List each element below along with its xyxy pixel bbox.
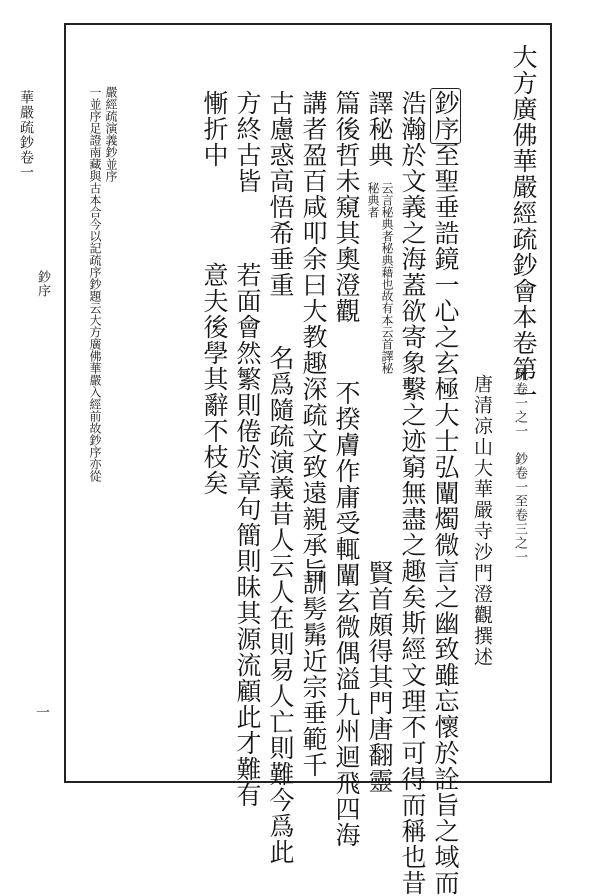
text-column-3b: 賢首頗得其門唐翻靈 [365, 560, 394, 794]
text-column-5b: 訓髣髴近宗垂範千 [299, 570, 328, 778]
text-column-6a: 古慮惑高悟希垂重 [266, 90, 295, 298]
volume-title: 大方廣佛華嚴經疏鈔會本卷第一 [509, 44, 538, 408]
text-column-4b: 不揆膚作庸受輒闡玄微偶溢九州迴飛四海 [332, 380, 361, 848]
left-note-1: 嚴經疏演義鈔並序 [104, 86, 118, 182]
text-column-7a: 方終古皆 [233, 90, 262, 194]
page-number: 一 [34, 705, 50, 719]
text-column-2: 浩瀚於文義之海蓋欲寄象繫之迹窮無盡之趣矣斯經文理不可得而稱也昔 [398, 90, 427, 896]
left-note-2: 一並序足證南藏與古本合今以記疏序鈔題云大方廣佛華嚴入經前故鈔序亦從 [88, 86, 102, 482]
volume-note: 疏卷一之一 鈔卷一至卷三之一 [512, 368, 527, 564]
text-column-1: 至聖垂誥鏡一心之玄極大士弘闡燭微言之幽致雖忘懷於詮旨之域而 [431, 142, 460, 896]
text-column-4a: 篇後哲未窺其奧澄觀 [332, 90, 361, 324]
text-column-6b: 名爲隨疏演義昔人云人在則易人亡則難今爲此 [266, 345, 295, 865]
section-label-box [430, 88, 460, 142]
section-label: 鈔序 [431, 90, 460, 142]
text-column-3a: 譯秘典 [365, 90, 394, 168]
text-column-3-note-right: 云言秘典者秘典藉也故有本云首譯秘 [380, 182, 394, 374]
text-column-3-note-left: 秘典者 [366, 182, 380, 218]
gutter-section: 鈔序 [35, 270, 50, 298]
author-byline: 唐清凉山大華嚴寺沙門澄觀撰述 [471, 374, 493, 668]
gutter-title: 華嚴疏鈔卷一 [18, 90, 34, 180]
text-column-7b: 若面會然繁則倦於章句簡則昧其源流顧此才難有 [233, 262, 262, 808]
text-column-8a: 慚折中 [200, 90, 229, 168]
text-column-5a: 講者盈百咸叩余曰大教趣深疏文致遠親承旨 [299, 90, 328, 584]
text-column-8b: 意夫後學其辭不枝矣 [200, 262, 229, 496]
